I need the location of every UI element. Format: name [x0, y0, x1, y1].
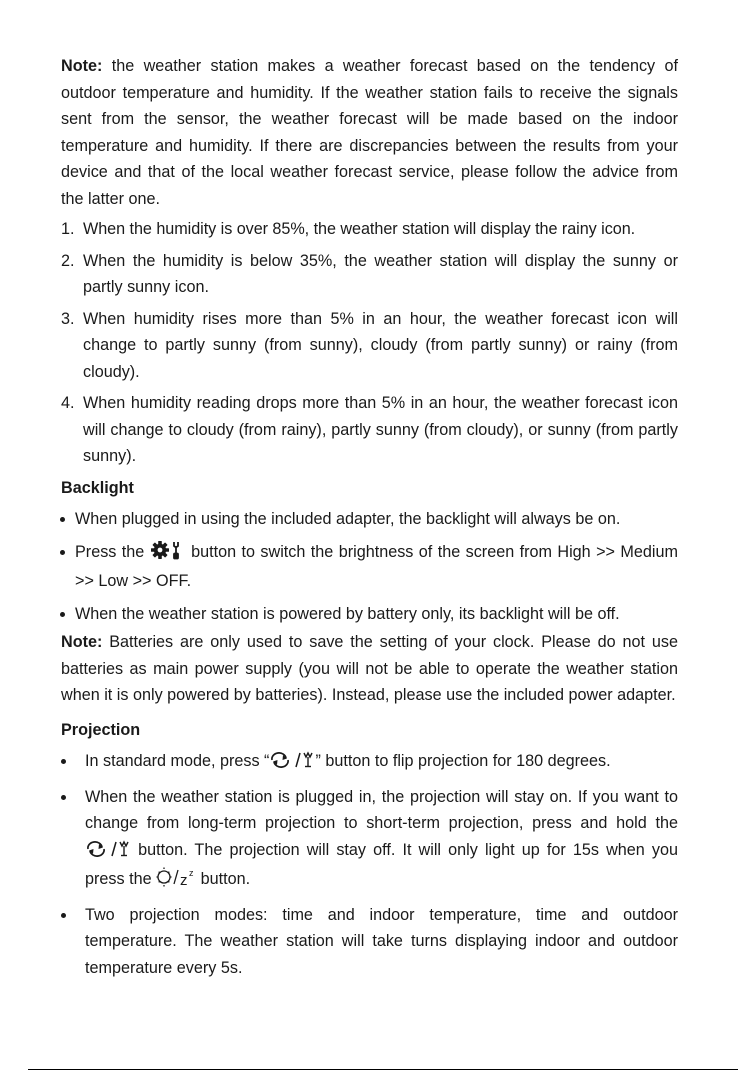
item-text: When humidity reading drops more than 5% in an hour, the weather forecast icon will change to cloudy (from rainy), partly sunny (from cloudy), or sunny (from partly sunny).	[83, 394, 678, 465]
item-text: When plugged in using the included adapter, the backlight will always be on.	[75, 510, 621, 528]
gear-wrench-icon	[150, 540, 186, 569]
item-number: 4.	[61, 394, 75, 412]
item-text-post: button.	[196, 870, 251, 888]
manual-page	[61, 53, 678, 987]
projection-list	[61, 748, 678, 981]
light-snooze-icon	[156, 867, 196, 896]
bullet-icon	[60, 550, 65, 555]
item-text-pre: Press the	[75, 542, 150, 561]
list-item	[61, 506, 678, 533]
item-text: When the weather station is powered by battery only, its backlight will be off.	[75, 604, 620, 623]
battery-note	[61, 629, 678, 709]
item-text-pre: In standard mode, press “	[85, 752, 270, 770]
forecast-note	[61, 53, 678, 212]
list-item	[61, 248, 678, 301]
snooze-z-superscript: z	[189, 868, 194, 878]
snooze-z: z	[180, 872, 188, 887]
backlight-heading: Backlight	[61, 478, 134, 497]
backlight-list	[61, 506, 678, 627]
item-text-post: ” button to flip projection for 180 degrees.	[315, 752, 611, 770]
bullet-icon	[61, 913, 66, 918]
bullet-icon	[61, 759, 66, 764]
item-text-mid: button. The projection will stay off. It will only light up for 15s when you press the	[85, 840, 678, 888]
projection-heading: Projection	[61, 720, 141, 739]
flip-projection-icon	[269, 751, 315, 778]
bullet-icon	[60, 612, 65, 617]
item-text: When the humidity is over 85%, the weather station will display the rainy icon.	[83, 220, 636, 238]
page-bottom-rule	[28, 1069, 738, 1070]
note-label: Note:	[61, 57, 103, 75]
list-item	[61, 539, 678, 595]
bullet-icon	[60, 517, 65, 522]
list-item	[61, 902, 678, 982]
list-item	[61, 306, 678, 386]
item-number: 2.	[61, 251, 75, 270]
bullet-icon	[61, 795, 66, 800]
item-text-pre: When the weather station is plugged in, the projection will stay on. If you want to change from long-term projection to short-term projection, press and hold the	[85, 787, 678, 832]
item-text: When the humidity is below 35%, the weather station will display the sunny or partly sunny icon.	[83, 251, 678, 296]
list-item	[61, 601, 678, 628]
note-text: the weather station makes a weather forecast based on the tendency of outdoor temperature and humidity. If the weather station fails to receive the signals sent from the sensor, the weather forecast will be made based on the indoor temperature and humidity. If there are discrepancies between the results from your device and that of the local weather forecast service, please follow the advice from the latter one.	[61, 57, 678, 208]
item-text-post: button to switch the brightness of the screen from High >> Medium >> Low >> OFF.	[75, 542, 678, 590]
flip-projection-icon	[85, 840, 131, 867]
note-label: Note:	[61, 633, 103, 651]
list-item	[61, 748, 678, 778]
forecast-rules-list	[61, 216, 678, 470]
item-number: 1.	[61, 220, 75, 238]
list-item	[61, 784, 678, 896]
item-number: 3.	[61, 309, 75, 328]
list-item	[61, 390, 678, 470]
item-text: When humidity rises more than 5% in an hour, the weather forecast icon will change to partly sunny (from sunny), cloudy (from partly sunny) or rainy (from cloudy).	[83, 309, 678, 381]
item-text: Two projection modes: time and indoor temperature, time and outdoor temperature. The weather station will take turns displaying indoor and outdoor temperature every 5s.	[85, 905, 678, 977]
list-item	[61, 216, 678, 243]
note-text: Batteries are only used to save the setting of your clock. Please do not use batteries as main power supply (you will not be able to operate the weather station when it is only powered by batteries). Instead, please use the included power adapter.	[61, 633, 678, 704]
